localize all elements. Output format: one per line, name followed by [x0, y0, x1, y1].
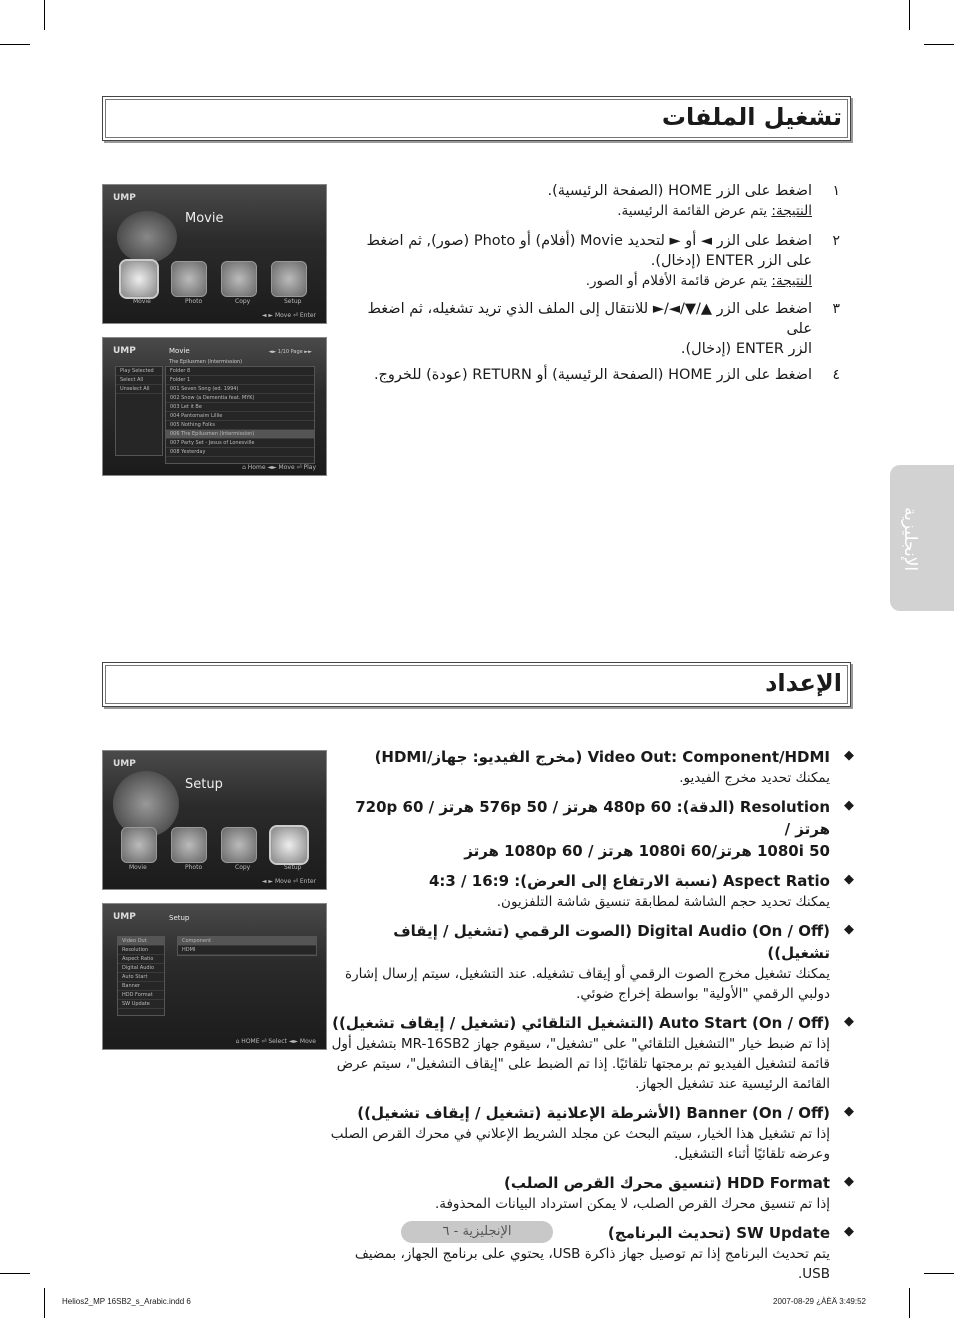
option-title: Auto Start (On / Off) (التشغيل التلقائي (تشغيل / إيقاف تشغيل)): [332, 1014, 830, 1032]
menu-item[interactable]: Aspect Ratio: [118, 955, 164, 964]
option-desc: إذا تم ضبط خيار "التشغيل التلقائي" على "تشغيل"، سيقوم جهاز MR-16SB2 بتشغيل أول قائمة لتشغيل الفيديو تم برمجتها تلقائيًا. إذا تم الضبط على "إيقاف التشغيل"، سيتم عرض القائمة الرئيسية عند تشغيل الجهاز.: [331, 1036, 830, 1092]
step-text: اضغط على الزر ▲/▼/◄/► للانتقال إلى الملف الذي تريد تشغيله، ثم اضغط على: [367, 301, 812, 337]
screen-movie-list: [102, 337, 327, 476]
option-auto-start: [330, 1012, 854, 1094]
option-aspect-ratio: [330, 870, 854, 912]
option-title: HDD Format (تنسيق محرك القرص الصلب): [503, 1174, 830, 1192]
list-item[interactable]: 007 Party Set - Jesus of Lonesville: [166, 439, 314, 448]
menu-item[interactable]: SW Update: [118, 1000, 164, 1009]
step-text: اضغط على الزر HOME (الصفحة الرئيسية).: [547, 183, 812, 199]
option-desc: يمكنك تحديد مخرج الفيديو.: [679, 770, 830, 786]
tile-label: Setup: [284, 864, 302, 871]
step-3: [364, 299, 840, 359]
result-label: النتيجة:: [771, 203, 812, 219]
list-item[interactable]: 002 Snow (a Dementia feat. MYK): [166, 394, 314, 403]
list-item[interactable]: Folder 8: [166, 367, 314, 376]
crop-mark: [0, 1273, 30, 1274]
action-menu: [115, 366, 163, 456]
step-text: على الزر ENTER (إدخال).: [650, 253, 812, 269]
screen-header: Movie: [169, 347, 190, 355]
option-resolution: [330, 796, 854, 862]
step-number: ٢: [832, 233, 840, 249]
setup-options: [330, 746, 854, 1292]
file-list: [165, 366, 315, 464]
screen-setup-menu: [102, 750, 327, 890]
step-number: ٤: [832, 367, 840, 383]
crop-mark: [44, 1288, 45, 1318]
ump-logo: UMP: [113, 759, 136, 769]
tile-label: Copy: [235, 298, 251, 305]
menu-tray: [121, 827, 307, 863]
crop-mark: [0, 44, 30, 45]
section-title: تشغيل الملفات: [661, 103, 842, 131]
page-number: الإنجليزية - ٦: [401, 1221, 553, 1243]
menu-item-selected[interactable]: Video Out: [118, 937, 164, 946]
option-hdd-format: [330, 1172, 854, 1214]
menu-item[interactable]: Resolution: [118, 946, 164, 955]
menu-item[interactable]: Auto Start: [118, 973, 164, 982]
diamond-bullet-icon: ◆: [844, 922, 854, 937]
diamond-bullet-icon: ◆: [844, 1014, 854, 1029]
step-result: [364, 201, 812, 221]
nav-hint: ◄ ► Move ⏎ Enter: [261, 878, 316, 885]
crop-mark: [44, 0, 45, 30]
option-title: Resolution (الدقة): 480p 60 هرتز / 576p 50 هرتز / 720p 60 هرتز /: [355, 798, 830, 838]
ump-logo: UMP: [113, 912, 136, 922]
movie-tile-icon: [121, 261, 157, 297]
option-title-cont: 1080i 50 هرتز/1080i 60 هرتز / 1080p 60 هرتز: [464, 842, 830, 860]
photo-tile-icon: [171, 827, 207, 863]
list-item[interactable]: 008 Yesterday: [166, 448, 314, 457]
diamond-bullet-icon: ◆: [844, 1174, 854, 1189]
option-title: Aspect Ratio (نسبة الارتفاع إلى العرض): 16:9 / 4:3: [428, 872, 830, 890]
screen-setup-list: [102, 903, 327, 1050]
setup-tile-icon: [271, 827, 307, 863]
photo-tile-icon: [171, 261, 207, 297]
section-header-playback: [102, 96, 851, 141]
diamond-bullet-icon: ◆: [844, 748, 854, 763]
copy-tile-icon: [221, 827, 257, 863]
menu-item[interactable]: HDD Format: [118, 991, 164, 1000]
ump-logo: UMP: [113, 346, 136, 356]
tile-label: Photo: [185, 864, 203, 871]
list-item[interactable]: 003 Let it Be: [166, 403, 314, 412]
step-text: اضغط على الزر ◄ أو ► لتحديد Movie (أفلام) أو Photo (صور), ثم اضغط: [366, 233, 812, 249]
option-title: SW Update (تحديث البرنامج): [607, 1224, 830, 1242]
page-indicator: ◄► 1/10 Page ►►: [268, 349, 312, 355]
section-title: الإعداد: [765, 669, 842, 697]
movie-tile-icon: [121, 827, 157, 863]
step-result: [364, 271, 812, 291]
result-label: النتيجة:: [771, 273, 812, 289]
menu-item[interactable]: Unselect All: [116, 385, 162, 394]
tile-label: Copy: [235, 864, 251, 871]
tile-label: Setup: [284, 298, 302, 305]
option-desc: يمكنك تحديد حجم الشاشة لمطابقة تنسيق شاشة التلفزيون.: [496, 894, 830, 910]
option-banner: [330, 1102, 854, 1164]
option-title: Video Out: Component/HDMI (مخرج الفيديو: جهاز/HDMI): [374, 748, 830, 766]
diamond-bullet-icon: ◆: [844, 1104, 854, 1119]
nav-hint: ⌂ HOME ⏎ Select ◄► Move: [235, 1038, 316, 1045]
step-text: اضغط على الزر HOME (الصفحة الرئيسية) أو RETURN (عودة) للخروج.: [373, 367, 812, 383]
step-4: [364, 365, 840, 385]
crop-mark: [924, 44, 954, 45]
option-desc: يتم تحديث البرنامج إذا تم توصيل جهاز ذاكرة USB، يحتوي على برنامج الجهاز، بمضيف USB.: [354, 1246, 830, 1282]
crop-mark: [909, 0, 910, 30]
result-text: يتم عرض قائمة الأفلام أو الصور.: [585, 273, 772, 289]
setup-menu: [117, 936, 165, 1016]
diamond-bullet-icon: ◆: [844, 1224, 854, 1239]
diamond-bullet-icon: ◆: [844, 798, 854, 813]
menu-tray: [121, 261, 307, 297]
step-number: ١: [832, 183, 840, 199]
option-video-out: [330, 746, 854, 788]
footer-timestamp: 2007-08-29 ¿ÀÈÄ 3:49:52: [773, 1297, 866, 1306]
list-item[interactable]: Folder 1: [166, 376, 314, 385]
current-path: The Epilusmen (Intermission): [169, 359, 243, 365]
screen-header: Setup: [185, 777, 223, 792]
screen-movie-menu: [102, 184, 327, 324]
setup-values: [177, 936, 317, 956]
side-tab-label: الإنجليزية: [900, 507, 920, 572]
list-item-selected[interactable]: 006 The Epilusmen (Intermission): [166, 430, 314, 439]
list-item[interactable]: 001 Seven Song (ed. 1994): [166, 385, 314, 394]
result-text: يتم عرض القائمة الرئيسية.: [617, 203, 772, 219]
screen-header: Setup: [169, 914, 190, 922]
section-header-setup: [102, 662, 851, 707]
option-desc: يمكنك تشغيل مخرج الصوت الرقمي أو إيقاف تشغيله. عند التشغيل، سيتم إرسال إشارة دولبي الرقمي "الأولية" بواسطة إخراج ضوئي.: [345, 966, 830, 1002]
setup-tile-icon: [271, 261, 307, 297]
option-title: Digital Audio (On / Off) (الصوت الرقمي (تشغيل / إيقاف تشغيل)): [393, 922, 830, 962]
footer-file: Helios2_MP 16SB2_s_Arabic.indd 6: [62, 1297, 191, 1306]
nav-hint: ⌂ Home ◄► Move ⏎ Play: [242, 464, 316, 471]
screen-header: Movie: [185, 211, 224, 226]
ump-logo: UMP: [113, 193, 136, 203]
nav-hint: ◄ ► Move ⏎ Enter: [261, 312, 316, 319]
diamond-bullet-icon: ◆: [844, 872, 854, 887]
menu-item[interactable]: Banner: [118, 982, 164, 991]
value-option-selected[interactable]: Component: [178, 937, 316, 946]
option-digital-audio: [330, 920, 854, 1004]
crop-mark: [909, 1288, 910, 1318]
step-1: [364, 181, 840, 221]
playback-steps: [364, 181, 840, 389]
option-desc: إذا تم تنسيق محرك القرص الصلب، لا يمكن استرداد البيانات المحذوفة.: [434, 1196, 830, 1212]
option-desc: إذا تم تشغيل هذا الخيار، سيتم البحث عن مجلد الشريط الإعلاني في محرك القرص الصلب وعرضه تلقائيًا أثناء التشغيل.: [330, 1126, 830, 1162]
step-number: ٣: [832, 301, 840, 317]
tile-label: Movie: [129, 864, 147, 871]
tile-label: Movie: [133, 298, 151, 305]
step-text: الزر ENTER (إدخال).: [680, 341, 812, 357]
value-option[interactable]: HDMI: [178, 946, 316, 955]
menu-item[interactable]: Digital Audio: [118, 964, 164, 973]
tile-label: Photo: [185, 298, 203, 305]
menu-item[interactable]: Play Selected: [116, 367, 162, 376]
menu-item[interactable]: Select All: [116, 376, 162, 385]
option-title: Banner (On / Off) (الأشرطة الإعلانية (تشغيل / إيقاف تشغيل)): [357, 1104, 830, 1122]
language-side-tab: [890, 465, 954, 611]
film-reel-icon: [117, 211, 177, 263]
list-item[interactable]: 004 Pantomaim Lillie: [166, 412, 314, 421]
crop-mark: [924, 1273, 954, 1274]
list-item[interactable]: 005 Nothing Folks: [166, 421, 314, 430]
copy-tile-icon: [221, 261, 257, 297]
step-2: [364, 231, 840, 291]
